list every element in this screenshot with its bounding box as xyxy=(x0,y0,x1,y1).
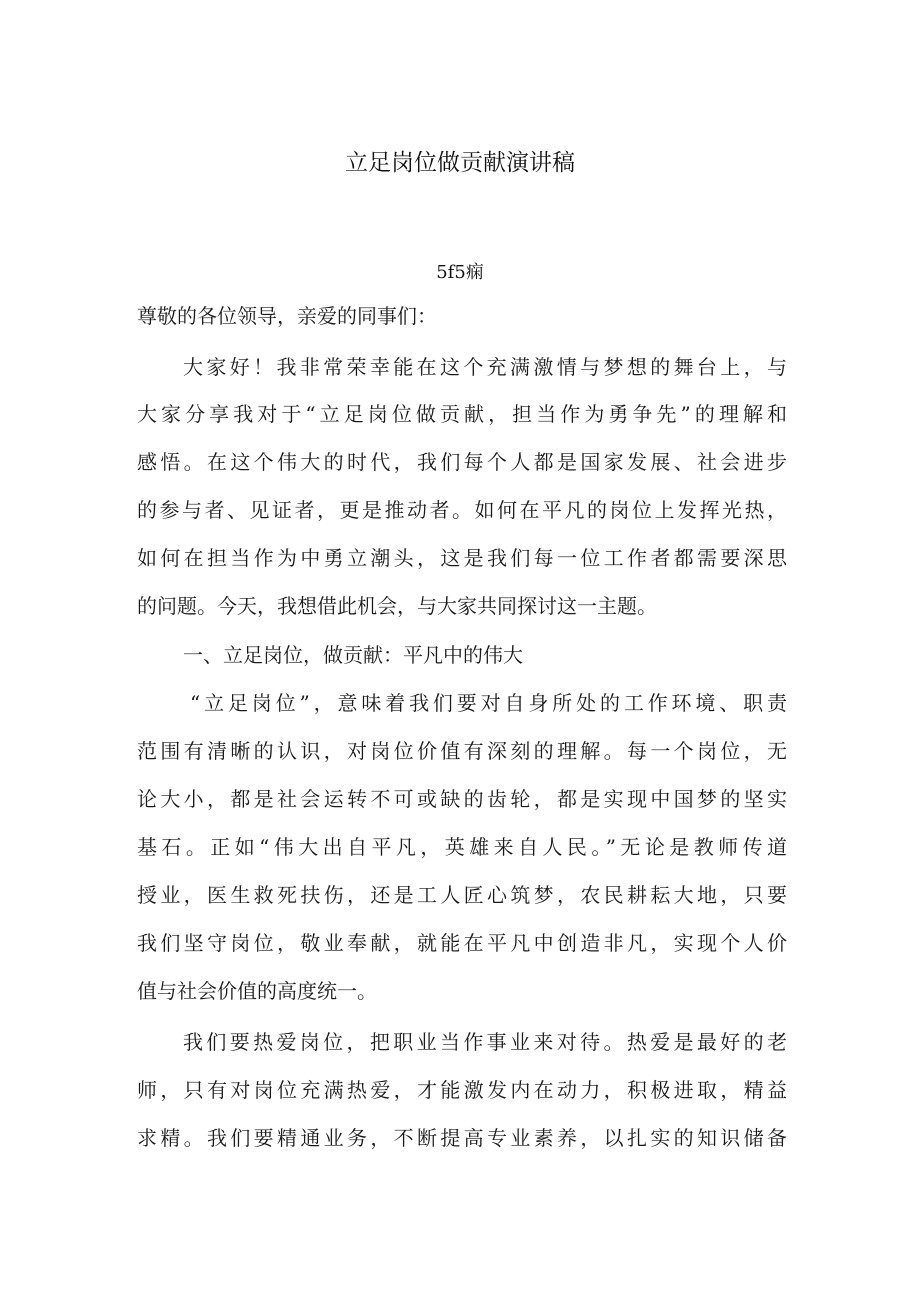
paragraph-line: 求精。我们要精通业务，不断提高专业素养，以扎实的知识储备 xyxy=(137,1126,787,1150)
paragraph-line: 大家好！我非常荣幸能在这个充满激情与梦想的舞台上，与 xyxy=(183,355,787,379)
paragraph-line: 的参与者、见证者，更是推动者。如何在平凡的岗位上发挥光热， xyxy=(137,498,787,522)
paragraph-line: 师，只有对岗位充满热爱，才能激发内在动力，积极进取，精益 xyxy=(137,1078,787,1102)
paragraph-line: “立足岗位”，意味着我们要对自身所处的工作环境、职责 xyxy=(190,691,787,715)
paragraph-line: 范围有清晰的认识，对岗位价值有深刻的理解。每一个岗位，无 xyxy=(137,739,787,763)
paragraph-line: 我们要热爱岗位，把职业当作事业来对待。热爱是最好的老 xyxy=(183,1030,787,1054)
section-heading: 一、立足岗位，做贡献：平凡中的伟大 xyxy=(183,643,523,667)
author-line: 5f5痫 xyxy=(436,262,484,283)
paragraph-line: 基石。正如“伟大出自平凡，英雄来自人民。”无论是教师传道 xyxy=(137,835,787,859)
paragraph-line: 大家分享我对于“立足岗位做贡献，担当作为勇争先”的理解和 xyxy=(137,402,787,426)
paragraph-line: 如何在担当作为中勇立潮头，这是我们每一位工作者都需要深思 xyxy=(137,546,787,570)
paragraph-line: 的问题。今天，我想借此机会，与大家共同探讨这一主题。 xyxy=(137,594,657,618)
document-title: 立足岗位做贡献演讲稿 xyxy=(345,150,575,176)
paragraph-line: 感悟。在这个伟大的时代，我们每个人都是国家发展、社会进步 xyxy=(137,450,787,474)
salutation: 尊敬的各位领导，亲爱的同事们： xyxy=(137,304,437,328)
paragraph-line: 我们坚守岗位，敬业奉献，就能在平凡中创造非凡，实现个人价 xyxy=(137,931,787,955)
paragraph-line: 值与社会价值的高度统一。 xyxy=(137,979,377,1003)
paragraph-line: 授业，医生救死扶伤，还是工人匠心筑梦，农民耕耘大地，只要 xyxy=(137,883,787,907)
paragraph-line: 论大小，都是社会运转不可或缺的齿轮，都是实现中国梦的坚实 xyxy=(137,787,787,811)
